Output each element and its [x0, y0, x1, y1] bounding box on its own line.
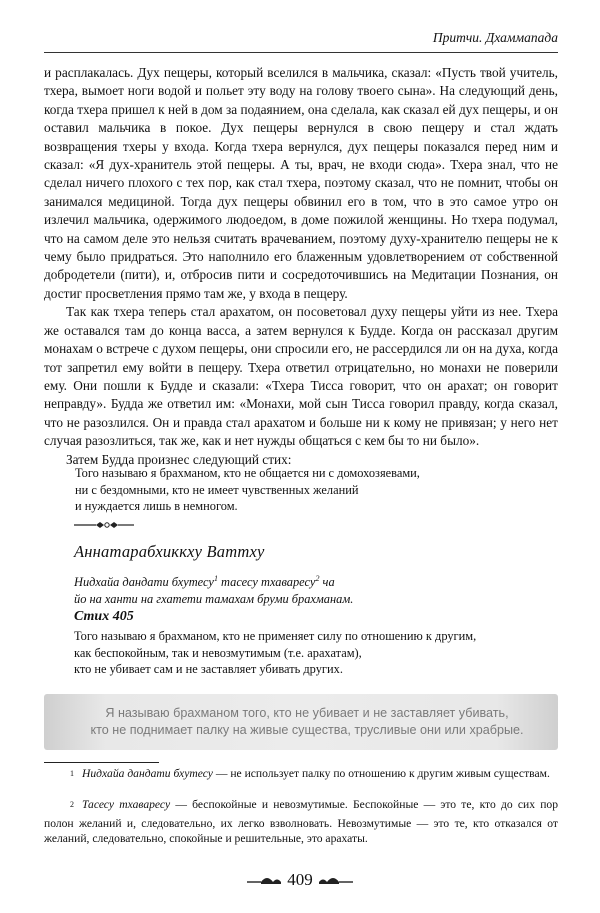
highlight-quote [72, 705, 542, 739]
pali-line-2: йо на ханти на гхатети тамахам бруми брахманам. [74, 591, 354, 606]
quote-line: кто не поднимает палку на живые существа, трусливые они или храбрые. [90, 723, 524, 737]
section-divider-ornament [74, 519, 134, 531]
verse-line: ни с бездомными, кто не имеет чувственных желаний [75, 482, 359, 497]
highlight-quote-box [44, 694, 558, 750]
paragraph-1: и расплакалась. Дух пещеры, который вселился в мальчика, сказал: «Пусть твой учитель, тхера, вымоет ноги водой и польет эту воду на голову твоего сына». На следующий день, когда тхера пришел к ней в дом за подаянием, она сделала, как сказал ей дух пещеры, и он оставил мальчика в покое. Дух пещеры вернулся в свою пещеру и стал ждать возвращения тхеры у входа. Когда тхера вернулся, дух пещеры показался перед ним и сказал: «Я дух-хранитель этой пещеры. А ты, врач, не входи сюда». Тхера знал, что не сделал ничего плохого с тех пор, как стал тхера, поэтому сказал, что не помнит, чтобы он занимался медициной. Тогда дух пещеры обвинил его в том, что в это самое утро он излечил мальчика, одержимого людоедом, в доме пожилой женщины. Но тхера подумал, что на самом деле это нельзя считать врачеванием, поэтому духу-хранителю пещеры не к чему было придраться. Это наполнило его блаженным удовлетворением от собственной добродетели (пити), и, отбросив пити и сосредоточившись на Медитации Познания, он достиг просветления прямо там же, у входа в пещеру. [44, 65, 558, 301]
pali-line-1: Нидхайа дандати бхутесу$^1$ тасесу тхаваресу$^2$ ча [74, 574, 335, 590]
footnote-ref-2: 2 [315, 574, 320, 583]
footnote-ref-1: 1 [213, 574, 218, 583]
footnote-number: 1 [70, 769, 74, 778]
page-footer [0, 870, 600, 891]
verse-quote [75, 465, 535, 515]
stanza-translation [74, 628, 544, 678]
verse-line: Того называю я брахманом, кто не общается ни с домохозяевами, [75, 466, 420, 480]
header-rule [44, 52, 558, 53]
running-header [44, 22, 558, 54]
stanza-line: как беспокойным, так и невозмутимым (т.е. арахатам), [74, 645, 362, 660]
main-text [44, 64, 558, 469]
footnote-2 [44, 797, 558, 846]
footnote-text: — не использует палку по отношению к другим живым существам. [212, 767, 550, 780]
footnote-rule [44, 762, 159, 763]
stanza-title: Стих 405 [74, 609, 134, 624]
footnote-text: — беспокойные и невозмутимые. Беспокойные — это те, кто до сих пор полон желаний и, следовательно, их легко взволновать. Невозмутимые — это те, кто отказался от желаний, следовательно, спокойные и решительные, это арахаты. [44, 798, 558, 846]
quote-line: Я называю брахманом того, кто не убивает и не заставляет убивать, [105, 706, 509, 720]
stanza-line: Того называю я брахманом, кто не применяет силу по отношению к другим, [74, 629, 477, 643]
stanza-line: кто не убивает сам и не заставляет убивать других. [74, 662, 343, 676]
footnote-term: Нидхайа дандати бхутесу [82, 767, 213, 780]
verse-line: и нуждается лишь в немногом. [75, 499, 238, 513]
folio-ornament-left-icon [247, 874, 281, 886]
footnote-number: 2 [70, 800, 74, 809]
footnote-term: Тасесу тхаваресу [82, 798, 171, 811]
paragraph-2: Так как тхера теперь стал арахатом, он посоветовал духу пещеры уйти из нее. Тхера же оставался там до конца васса, а затем вернулся к Будде. Когда он рассказал другим монахам о встрече с духом пещеры, они спросили его, не рассердился ли он на духа, когда тот запретил ему войти в пещеру. Тхера ответил отрицательно, но монахи не поверили ему. Они пошли к Будде и сказали: «Тхера Тисса говорит, что он арахат; он говорит неправду». Будда же ответил им: «Монахи, мой сын Тисса говорил правду, когда сказал, что не разозлился. Он и правда стал арахатом и больше ни к кому не привязан; у него нет случая разозлиться, так же, как и нет нужды общаться с кем бы то ни было». [44, 304, 558, 449]
pali-verse [74, 571, 534, 607]
paragraph-3: Затем Будда произнес следующий стих: [66, 451, 292, 467]
running-header-title: Притчи. Дхаммапада [432, 30, 558, 45]
footnote-1 [44, 766, 558, 785]
folio-ornament-right-icon [319, 874, 353, 886]
section-title: Аннатарабхиккху Ваттху [74, 542, 265, 561]
page-number: 409 [287, 870, 313, 889]
